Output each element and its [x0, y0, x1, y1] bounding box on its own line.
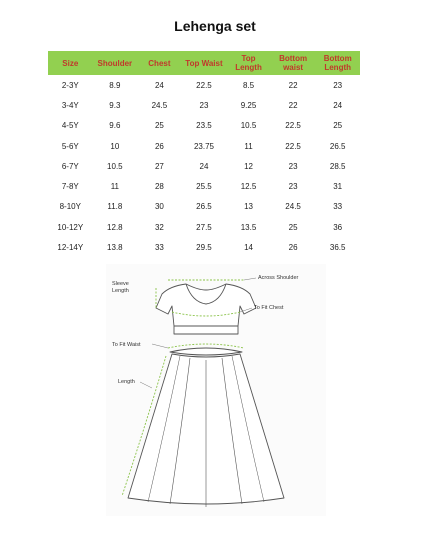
- table-cell: 24: [154, 80, 164, 90]
- table-cell: 24.5: [151, 100, 168, 110]
- table-cell: 8.5: [242, 80, 255, 90]
- label-sleeve-length-line1: Sleeve: [112, 281, 129, 287]
- table-cell: 30: [154, 202, 164, 212]
- table-row: [48, 237, 360, 257]
- table-cell: 24: [333, 100, 343, 110]
- label-across-shoulder: Across Shoulder: [258, 275, 299, 281]
- table-cell: 5-6Y: [61, 141, 79, 151]
- table-cell: 10-12Y: [57, 222, 84, 232]
- table-cell: 25: [288, 222, 298, 232]
- table-cell: 12-14Y: [57, 243, 84, 253]
- table-cell: 23: [199, 100, 209, 110]
- header-top-length: Top Length: [226, 51, 271, 75]
- table-cell: 32: [154, 222, 164, 232]
- header-size: Size: [48, 51, 93, 75]
- table-cell: 11.8: [107, 202, 123, 212]
- table-cell: 9.25: [240, 100, 257, 110]
- table-cell: 12.8: [107, 222, 123, 232]
- table-cell: 36.5: [329, 243, 346, 253]
- page-title: Lehenga set: [174, 18, 256, 34]
- table-row: [48, 176, 360, 196]
- table-cell: 28.5: [329, 161, 346, 171]
- table-cell: 33: [333, 202, 343, 212]
- table-cell: 2-3Y: [61, 80, 79, 90]
- table-cell: 3-4Y: [61, 100, 79, 110]
- table-cell: 9.6: [109, 121, 121, 131]
- table-cell: 22: [288, 80, 298, 90]
- table-cell: 23: [288, 161, 298, 171]
- table-cell: 25.5: [196, 182, 212, 192]
- table-cell: 25: [154, 121, 164, 131]
- table-row: [48, 156, 360, 176]
- table-cell: 4-5Y: [61, 121, 79, 131]
- table-row: [48, 116, 360, 136]
- size-chart-table: [48, 51, 360, 258]
- table-cell: 26.5: [196, 202, 212, 212]
- table-cell: 10.5: [240, 121, 257, 131]
- header-chest: Chest: [137, 51, 182, 75]
- table-cell: 27.5: [196, 222, 212, 232]
- table-cell: 29.5: [196, 243, 212, 253]
- table-cell: 27: [154, 161, 164, 171]
- header-bottom-waist: Bottom waist: [271, 51, 316, 75]
- table-cell: 10.5: [107, 161, 123, 171]
- label-sleeve-length-line2: Length: [112, 288, 129, 294]
- table-row: [48, 217, 360, 237]
- blouse-outline: [156, 284, 256, 334]
- header-bottom-length: Bottom Length: [315, 51, 360, 75]
- table-cell: 12.5: [240, 182, 257, 192]
- table-cell: 33: [154, 243, 164, 253]
- lehenga-measurement-diagram: [106, 264, 326, 516]
- table-cell: 6-7Y: [61, 161, 79, 171]
- table-cell: 13: [244, 202, 253, 212]
- table-cell: 26.5: [329, 141, 346, 151]
- table-cell: 23: [333, 80, 343, 90]
- table-row: [48, 95, 360, 115]
- table-cell: 23: [288, 182, 298, 192]
- table-cell: 22.5: [285, 141, 301, 151]
- header-shoulder: Shoulder: [93, 51, 138, 75]
- table-header-row: [48, 51, 360, 75]
- table-cell: 26: [154, 141, 164, 151]
- table-cell: 10: [110, 141, 120, 151]
- header-top-waist: Top Waist: [182, 51, 227, 75]
- table-cell: 13.8: [107, 243, 123, 253]
- table-row: [48, 75, 360, 95]
- table-cell: 11: [110, 182, 119, 192]
- table-row: [48, 197, 360, 217]
- table-cell: 9.3: [109, 100, 121, 110]
- table-cell: 7-8Y: [61, 182, 79, 192]
- table-cell: 22.5: [285, 121, 301, 131]
- table-cell: 11: [244, 141, 253, 151]
- label-to-fit-waist: To Fit Waist: [112, 342, 141, 348]
- table-cell: 25: [333, 121, 343, 131]
- table-cell: 22.5: [196, 80, 212, 90]
- table-cell: 23.75: [193, 141, 214, 151]
- table-cell: 36: [333, 222, 343, 232]
- table-cell: 23.5: [196, 121, 212, 131]
- table-cell: 31: [333, 182, 343, 192]
- table-cell: 12: [244, 161, 253, 171]
- table-cell: 26: [288, 243, 298, 253]
- table-cell: 24: [199, 161, 209, 171]
- table-cell: 14: [244, 243, 253, 253]
- table-cell: 24.5: [285, 202, 301, 212]
- table-cell: 22: [288, 100, 298, 110]
- table-row: [48, 136, 360, 156]
- table-cell: 8-10Y: [59, 202, 81, 212]
- table-cell: 13.5: [240, 222, 257, 232]
- label-length: Length: [118, 379, 135, 385]
- label-to-fit-chest: To Fit Chest: [254, 305, 284, 311]
- skirt-outline: [128, 348, 284, 507]
- table-cell: 8.9: [109, 80, 121, 90]
- table-cell: 28: [154, 182, 164, 192]
